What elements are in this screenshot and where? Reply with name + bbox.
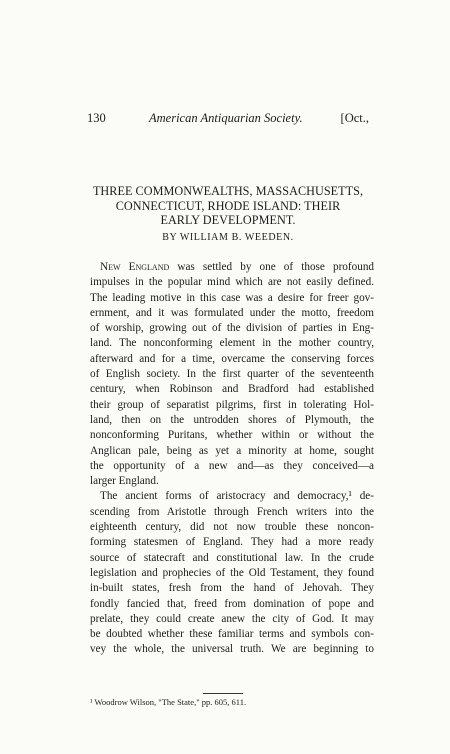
footnote-rule — [203, 693, 243, 694]
footnote: ¹ Woodrow Wilson, "The State," pp. 605, 611. — [90, 697, 247, 707]
paragraph-line: scending from Aristotle through French writers into the — [90, 505, 374, 518]
paragraph-line: land. The nonconforming element in the mother country, — [90, 337, 374, 350]
page-header — [87, 111, 369, 127]
page-number: 130 — [87, 111, 106, 125]
paragraph-line: The ancient forms of aristocracy and democracy,¹ de- — [100, 490, 374, 503]
paragraph-line: vey the whole, the universal truth. We are beginning to — [90, 643, 374, 656]
paragraph-line: afterward and for a time, overcame the conserving forces — [90, 352, 374, 365]
title-line: EARLY DEVELOPMENT. — [160, 213, 296, 227]
article-title — [87, 184, 369, 228]
paragraph-line: Anglican pale, being as yet a minority at home, sought — [90, 444, 374, 457]
paragraph-line: source of statecraft and constitutional law. In the crude — [90, 551, 374, 564]
paragraph-line: of worship, growing out of the division of parties in Eng- — [90, 322, 374, 335]
title-line: THREE COMMONWEALTHS, MASSACHUSETTS, — [92, 184, 364, 198]
paragraph-line: land, then on the untrodden shores of Plymouth, the — [90, 413, 374, 426]
paragraph-line: New England was settled by one of those profound — [100, 261, 374, 273]
paragraph-line: of English society. In the first quarter of the seventeenth — [90, 368, 374, 381]
paragraph-line: The leading motive in this case was a desire for freer gov- — [90, 291, 374, 304]
title-line: CONNECTICUT, RHODE ISLAND: THEIR — [115, 198, 341, 213]
author-byline: BY WILLIAM B. WEEDEN. — [162, 232, 294, 243]
paragraph-line: forming statesmen of England. They had a more ready — [90, 536, 374, 549]
article-body — [90, 260, 374, 658]
lead-words: New England — [100, 261, 170, 273]
paragraph-line: prelate, they could create anew the city of God. It may — [90, 612, 374, 625]
paragraph-line: fondly fancied that, freed from domination of pope and — [90, 597, 374, 610]
paragraph-line: the opportunity of a new and—as they conceived—a — [90, 459, 374, 472]
paragraph-line: impulses in the popular mind which are not easily defined. — [90, 276, 374, 289]
paragraph-line: in-built states, fresh from the hand of Jehovah. They — [90, 582, 374, 595]
paragraph-line: century, when Robinson and Bradford had established — [90, 383, 374, 396]
paragraph-line: ernment, and it was formulated under the motto, freedom — [90, 306, 374, 319]
paragraph-line: nonconforming Puritans, whether within or without the — [90, 429, 374, 442]
paragraph-line: be doubted whether these familiar terms and symbols con- — [90, 628, 374, 641]
running-title: American Antiquarian Society. — [149, 111, 303, 125]
paragraph-line: larger England. — [90, 475, 159, 488]
paragraph-line: their group of separatist pilgrims, first in tolerating Hol- — [90, 398, 374, 411]
paragraph-line: eighteenth century, did not now trouble these noncon- — [90, 521, 374, 534]
header-month: [Oct., — [340, 111, 369, 125]
paragraph-line: legislation and prophecies of the Old Testament, they found — [90, 566, 374, 579]
